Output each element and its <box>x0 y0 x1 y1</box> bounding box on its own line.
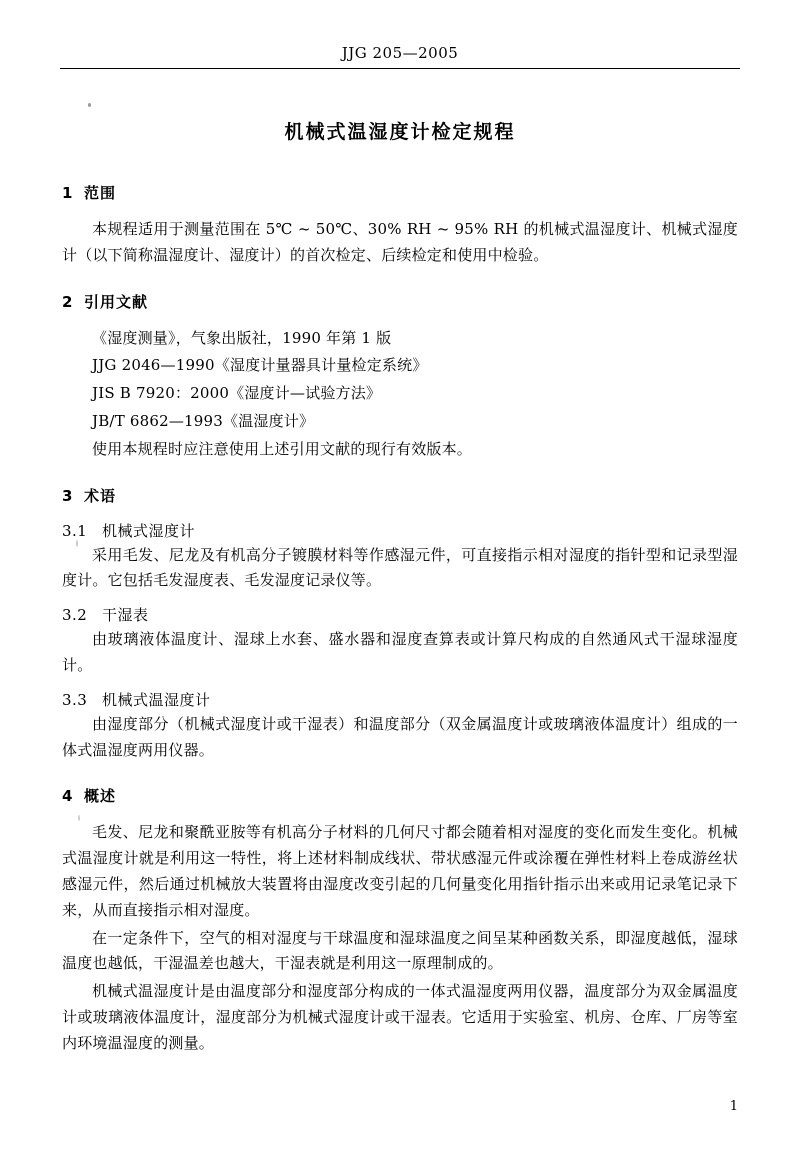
page-header <box>62 44 738 68</box>
paragraph: 机械式温湿度计是由温度部分和湿度部分构成的一体式温湿度两用仪器，温度部分为双金属温度计或玻璃液体温度计，湿度部分为机械式湿度计或干湿表。它适用于实验室、机房、仓库、厂房等室内环境温湿度的测量。 <box>62 982 738 1052</box>
section-heading-4 <box>62 785 738 806</box>
section-number-3: 3 <box>62 486 74 505</box>
paragraph: 毛发、尼龙和聚酰亚胺等有机高分子材料的几何尺寸都会随着相对湿度的变化而发生变化。机械式温湿度计就是利用这一特性，将上述材料制成线状、带状感湿元件或涂覆在弹性材料上卷成游丝状感湿元件，然后通过机械放大装置将由湿度改变引起的几何量变化用指针指示出来或用记录笔记录下来，从而直接指示相对湿度。 <box>62 823 738 919</box>
subsection-3-1 <box>62 520 738 595</box>
page-title: 机械式温湿度计检定规程 <box>284 121 516 143</box>
paragraph: 由湿度部分（机械式湿度计或干湿表）和温度部分（双金属温度计或玻璃液体温度计）组成的一体式温湿度两用仪器。 <box>62 714 738 759</box>
reference-item: JB/T 6862—1993《温湿度计》 <box>92 411 315 430</box>
section-heading-3 <box>62 485 738 506</box>
scan-speck-icon <box>76 540 78 547</box>
section-number-1: 1 <box>62 184 74 202</box>
header-divider <box>60 68 740 69</box>
subsection-heading <box>62 520 738 541</box>
reference-item: JJG 2046—1990《湿度计量器具计量检定系统》 <box>92 356 428 375</box>
subsection-3-3 <box>62 689 738 764</box>
section-title-3: 术语 <box>84 486 117 505</box>
section-heading-1 <box>62 182 738 203</box>
subsection-number: 3.3 <box>62 690 88 709</box>
section-title-1: 范围 <box>84 184 117 202</box>
subsection-number: 3.1 <box>62 521 88 540</box>
section-number-2: 2 <box>62 292 74 311</box>
scan-speck-icon <box>78 815 80 821</box>
subsection-3-2 <box>62 604 738 679</box>
section-title-2: 引用文献 <box>84 292 149 311</box>
reference-item: 《湿度测量》，气象出版社，1990 年第 1 版 <box>92 328 392 347</box>
section-body-4 <box>62 820 738 1056</box>
section-body-1 <box>62 217 738 269</box>
reference-item: JIS B 7920：2000《湿度计—试验方法》 <box>92 384 382 403</box>
section-heading-2 <box>62 291 738 312</box>
section-number-4: 4 <box>62 787 74 806</box>
section-title-4: 概述 <box>84 787 117 806</box>
subsection-heading <box>62 604 738 625</box>
subsection-title: 机械式温湿度计 <box>102 690 211 709</box>
paragraph: 由玻璃液体温度计、湿球上水套、盛水器和湿度查算表或计算尺构成的自然通风式干湿球湿度计。 <box>62 630 738 674</box>
paragraph: 本规程适用于测量范围在 5℃ ~ 50℃、30% RH ~ 95% RH 的机械式温湿度计、机械式湿度计（以下简称温湿度计、湿度计）的首次检定、后续检定和使用中检验。 <box>62 220 738 264</box>
page-number: 1 <box>729 1099 738 1114</box>
standard-code: JJG 205—2005 <box>341 44 459 62</box>
paragraph: 在一定条件下，空气的相对湿度与干球温度和湿球温度之间呈某种函数关系，即湿度越低，湿球温度也越低，干湿温差也越大，干湿表就是利用这一原理制成的。 <box>62 928 738 973</box>
subsection-title: 机械式湿度计 <box>102 521 196 540</box>
subsection-number: 3.2 <box>62 606 88 625</box>
subsection-title: 干湿表 <box>102 606 149 625</box>
reference-list <box>62 326 738 463</box>
subsection-heading <box>62 689 738 710</box>
scan-speck-icon <box>88 103 91 107</box>
paragraph: 使用本规程时应注意使用上述引用文献的现行有效版本。 <box>92 439 473 458</box>
paragraph: 采用毛发、尼龙及有机高分子镀膜材料等作感湿元件，可直接指示相对湿度的指针型和记录型湿度计。它包括毛发湿度表、毛发湿度记录仪等。 <box>62 545 738 590</box>
